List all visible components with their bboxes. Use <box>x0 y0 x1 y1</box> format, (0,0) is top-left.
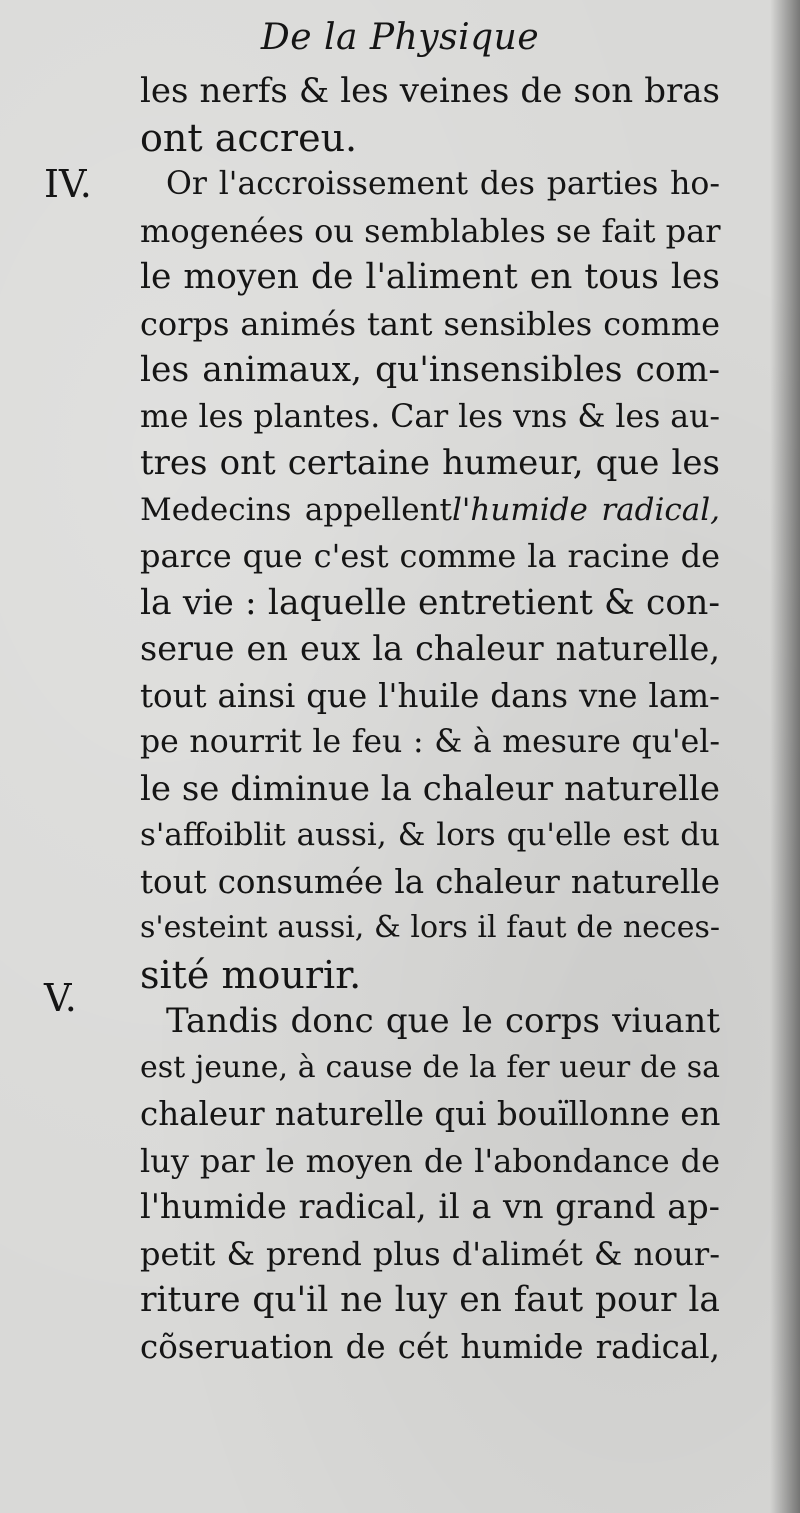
text-line: Or l'accroissement des parties ho- <box>166 166 720 202</box>
text-line: parce que c'est comme la racine de <box>140 537 720 575</box>
text-line: est jeune, à cause de la fer ueur de sa <box>140 1049 720 1085</box>
section-marker-v: V. <box>44 976 77 1020</box>
text-line: tres ont certaine humeur, que les <box>140 443 720 483</box>
text-line: le se diminue la chaleur naturelle <box>140 768 720 809</box>
text-line: me les plantes. Car les vns & les au- <box>140 398 720 435</box>
text-line: riture qu'il ne luy en faut pour la <box>140 1280 720 1320</box>
text-line: corps animés tant sensibles comme <box>140 304 720 343</box>
text-line: Tandis donc que le corps viuant <box>166 1001 720 1041</box>
text-line: les nerfs & les veines de son bras <box>140 71 720 111</box>
text-line: mogenées ou semblables se fait par <box>140 211 721 250</box>
text-line: sité mourir. <box>140 952 362 997</box>
section-marker-iv: IV. <box>44 162 92 206</box>
text-line: s'esteint aussi, & lors il faut de neces- <box>140 910 720 945</box>
text-line: ont accreu. <box>140 115 358 160</box>
text-line: l'humide radical, il a vn grand ap- <box>140 1187 720 1226</box>
text-line: la vie : laquelle entretient & con- <box>140 582 720 623</box>
text-line-with-italic <box>140 487 720 534</box>
text-line: chaleur naturelle qui bouïllonne en <box>140 1095 721 1133</box>
text-line: le moyen de l'aliment en tous les <box>140 257 720 297</box>
text-segment: Medecins appellent <box>140 491 452 528</box>
text-line: cõseruation de cét humide radical, <box>140 1327 720 1366</box>
italic-term: l'humide radical, <box>452 491 720 528</box>
text-line: tout ainsi que l'huile dans vne lam- <box>140 676 720 715</box>
text-line: luy par le moyen de l'abondance de <box>140 1141 720 1180</box>
text-line: petit & prend plus d'alimét & nour- <box>140 1234 720 1273</box>
text-line: s'affoiblit aussi, & lors qu'elle est du <box>140 817 720 853</box>
text-line: les animaux, qu'insensibles com- <box>140 350 720 390</box>
page-edge-shadow <box>770 0 800 1513</box>
body-text <box>140 68 720 1370</box>
text-line: tout consumée la chaleur naturelle <box>140 862 720 901</box>
running-head: De la Physique <box>260 17 540 58</box>
text-line: serue en eux la chaleur naturelle, <box>140 629 720 668</box>
text-line: pe nourrit le feu : & à mesure qu'el- <box>140 724 720 760</box>
